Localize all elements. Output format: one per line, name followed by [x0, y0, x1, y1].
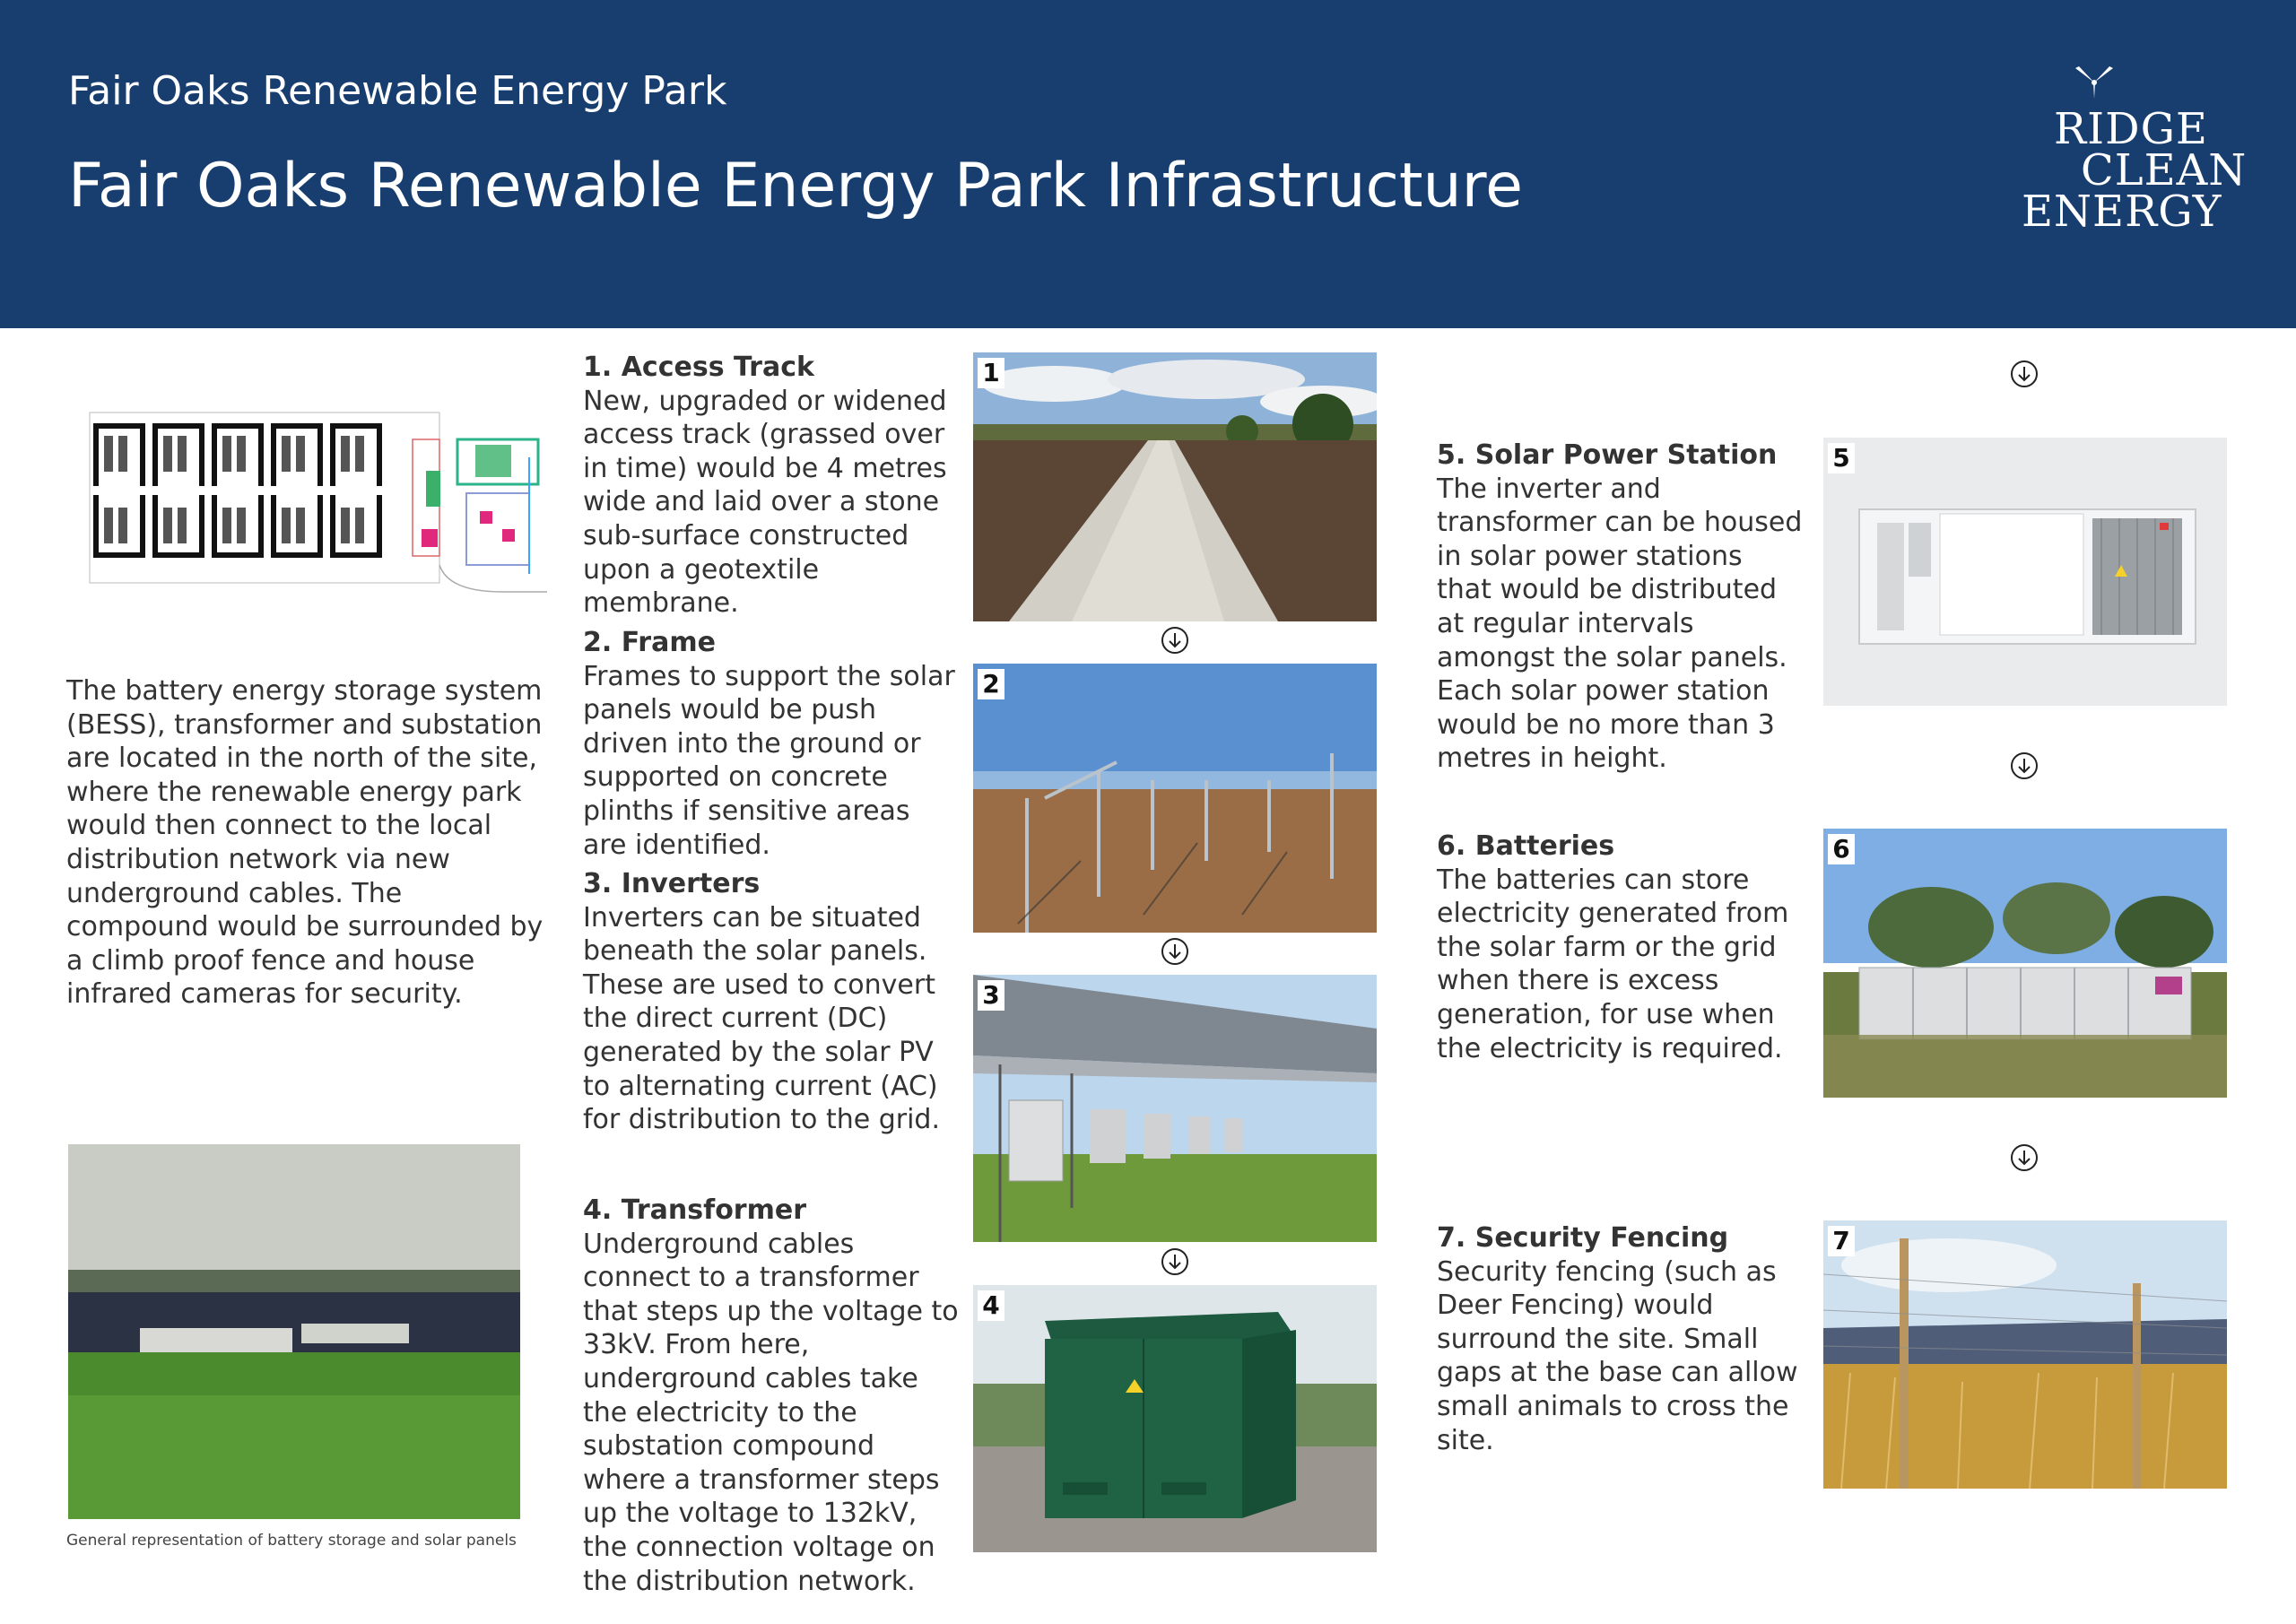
batteries-photo: [1823, 829, 2227, 1098]
header-subtitle: Fair Oaks Renewable Energy Park: [68, 68, 727, 114]
section-security-fencing: [1437, 1221, 1805, 1457]
section-transformer: [583, 1194, 960, 1598]
section-text: Frames to support the solar panels would be push driven into the ground or supported on concrete plinths if sensitive areas are identified.: [583, 660, 955, 861]
transformer-photo: [973, 1285, 1377, 1552]
section-title: 5. Solar Power Station: [1437, 439, 1778, 471]
section-text: The batteries can store electricity generated from the solar farm or the grid when there is excess generation, for use when the electricity is required.: [1437, 864, 1789, 1064]
page-title: Fair Oaks Renewable Energy Park Infrastructure: [68, 151, 1523, 221]
logo-line-2: CLEAN: [2081, 145, 2248, 195]
section-access-track: [583, 351, 960, 621]
photo-number-badge: 5: [1828, 443, 1855, 473]
section-text: Underground cables connect to a transformer that steps up the voltage to 33kV. From here, underground cables take the electricity to the substation compound where a transformer steps up the voltage to 132kV, the connection voltage on the distribution network.: [583, 1228, 959, 1597]
photo-number-badge: 1: [978, 358, 1004, 388]
section-title: 3. Inverters: [583, 868, 761, 899]
solar-power-station-photo: [1823, 438, 2227, 706]
photo-number-badge: 3: [978, 980, 1004, 1011]
section-title: 1. Access Track: [583, 352, 814, 383]
logo-line-1: RIDGE: [2054, 104, 2208, 154]
site-photo-caption: General representation of battery storage and solar panels: [66, 1532, 517, 1550]
photo-number-badge: 7: [1828, 1226, 1855, 1256]
section-title: 4. Transformer: [583, 1194, 806, 1226]
arrow-down-icon: [2010, 360, 2039, 388]
security-fencing-photo: [1823, 1220, 2227, 1489]
photo-number-badge: 2: [978, 669, 1004, 699]
arrow-down-icon: [2010, 1143, 2039, 1172]
logo-line-3: ENERGY: [2022, 187, 2222, 237]
battery-solar-site-photo: [68, 1144, 520, 1519]
intro-text: The battery energy storage system (BESS), transformer and substation are located in the north of the site, where the renewable energy park would then connect to the local distribution network via new underground cables. The compound would be surrounded by a climb proof fence and house infrared cameras for security.: [66, 675, 544, 1011]
section-inverters: [583, 867, 960, 1137]
arrow-down-icon: [1161, 937, 1189, 966]
section-frame: [583, 626, 960, 862]
section-text: The inverter and transformer can be housed in solar power stations that would be distributed at regular intervals amongst the solar panels. Each solar power station would be no more than 3 metres in height.: [1437, 473, 1803, 775]
section-solar-power-station: [1437, 439, 1805, 776]
frame-photo: [973, 664, 1377, 933]
section-title: 6. Batteries: [1437, 830, 1615, 862]
section-batteries: [1437, 829, 1805, 1065]
ridge-clean-energy-logo: [2018, 63, 2248, 242]
section-text: New, upgraded or widened access track (grassed over in time) would be 4 metres wide and laid over a stone sub-surface constructed upon a geotextile membrane.: [583, 385, 947, 620]
section-text: Inverters can be situated beneath the solar panels. These are used to convert the direct current (DC) generated by the solar PV to alternating current (AC) for distribution to the grid.: [583, 901, 940, 1136]
photo-number-badge: 4: [978, 1290, 1004, 1321]
inverters-photo: [973, 975, 1377, 1242]
site-plan-diagram: [81, 386, 583, 601]
section-title: 7. Security Fencing: [1437, 1222, 1729, 1254]
photo-number-badge: 6: [1828, 834, 1855, 864]
arrow-down-icon: [1161, 1247, 1189, 1276]
arrow-down-icon: [1161, 626, 1189, 655]
access-track-photo: [973, 352, 1377, 621]
section-title: 2. Frame: [583, 627, 716, 658]
arrow-down-icon: [2010, 751, 2039, 780]
section-text: Security fencing (such as Deer Fencing) would surround the site. Small gaps at the base can allow small animals to cross the site.: [1437, 1255, 1798, 1456]
turbine-icon: [2072, 63, 2117, 99]
